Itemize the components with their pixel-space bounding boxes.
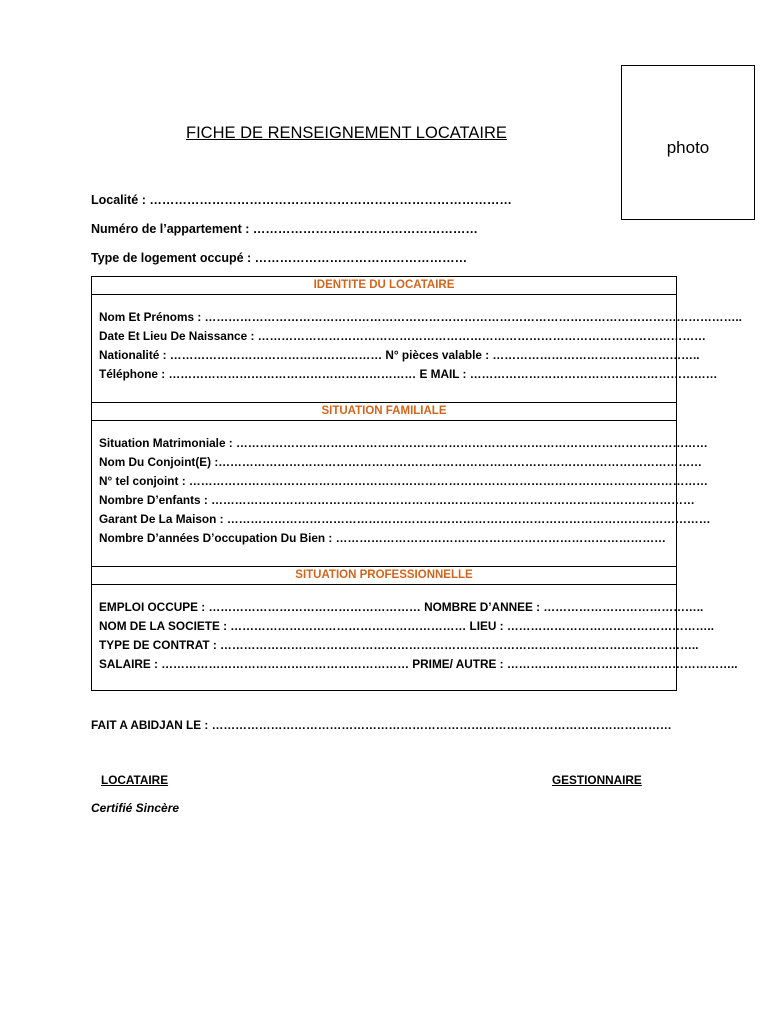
section-familiale bbox=[91, 402, 711, 566]
signature-locataire: LOCATAIRE bbox=[101, 773, 169, 787]
section-header-identite: IDENTITE DU LOCATAIRE bbox=[92, 277, 676, 295]
signature-gestionnaire: GESTIONNAIRE bbox=[552, 773, 642, 787]
nationalite-field[interactable]: Nationalité : ……………………………………………… N° pièces valable : …………………………………………….. bbox=[99, 348, 700, 362]
fait-a-field[interactable]: FAIT A ABIDJAN LE : ……………………………………………………………………………………………………… bbox=[91, 718, 672, 732]
conjoint-field[interactable]: Nom Du Conjoint(E) :…………………………………………………………………………………………………………… bbox=[99, 455, 702, 469]
type-logement-field[interactable]: Type de logement occupé : …………………………………………… bbox=[91, 251, 468, 265]
localite-field[interactable]: Localité : …………………………………………………………………………… bbox=[91, 193, 512, 207]
tel-conjoint-field[interactable]: N° tel conjoint : …………………………………………………………………………………………………………………… bbox=[99, 474, 708, 488]
emploi-field[interactable]: EMPLOI OCCUPE : ……………………………………………… NOMBRE D’ANNEE : ………………………………….. bbox=[99, 600, 704, 614]
telephone-field[interactable]: Téléphone : ……………………………………………………… E MAIL : ……………………………………………………… bbox=[99, 367, 718, 381]
societe-field[interactable]: NOM DE LA SOCIETE : …………………………………………………… LIEU : …………………………………………….. bbox=[99, 619, 714, 633]
annees-occupation-field[interactable]: Nombre D’années D’occupation Du Bien : ………………………………………………………………………… bbox=[99, 531, 666, 545]
section-header-professionnelle: SITUATION PROFESSIONNELLE bbox=[92, 567, 676, 585]
section-professionnelle bbox=[91, 566, 738, 691]
page-title: FICHE DE RENSEIGNEMENT LOCATAIRE bbox=[186, 124, 507, 142]
photo-placeholder bbox=[621, 65, 755, 220]
contrat-field[interactable]: TYPE DE CONTRAT : ………………………………………………………………………………………………………….. bbox=[99, 638, 699, 652]
garant-field[interactable]: Garant De La Maison : …………………………………………………………………………………………………………… bbox=[99, 512, 711, 526]
appartement-field[interactable]: Numéro de l’appartement : ……………………………………………… bbox=[91, 222, 478, 236]
photo-label: photo bbox=[666, 138, 710, 157]
salaire-field[interactable]: SALAIRE : ……………………………………………………… PRIME/ AUTRE : ………………………………………………….. bbox=[99, 657, 738, 671]
enfants-field[interactable]: Nombre D’enfants : …………………………………………………………………………………………………………… bbox=[99, 493, 695, 507]
naissance-field[interactable]: Date Et Lieu De Naissance : …………………………………………………………………………………………………… bbox=[99, 329, 706, 343]
section-header-familiale: SITUATION FAMILIALE bbox=[92, 403, 676, 421]
situation-matrimoniale-field[interactable]: Situation Matrimoniale : ………………………………………………………………………………………………………… bbox=[99, 436, 708, 450]
certifie-sincere: Certifié Sincère bbox=[91, 801, 180, 815]
section-identite bbox=[91, 276, 742, 402]
nom-prenoms-field[interactable]: Nom Et Prénoms : ……………………………………………………………………………………………………………………….. bbox=[99, 310, 742, 324]
